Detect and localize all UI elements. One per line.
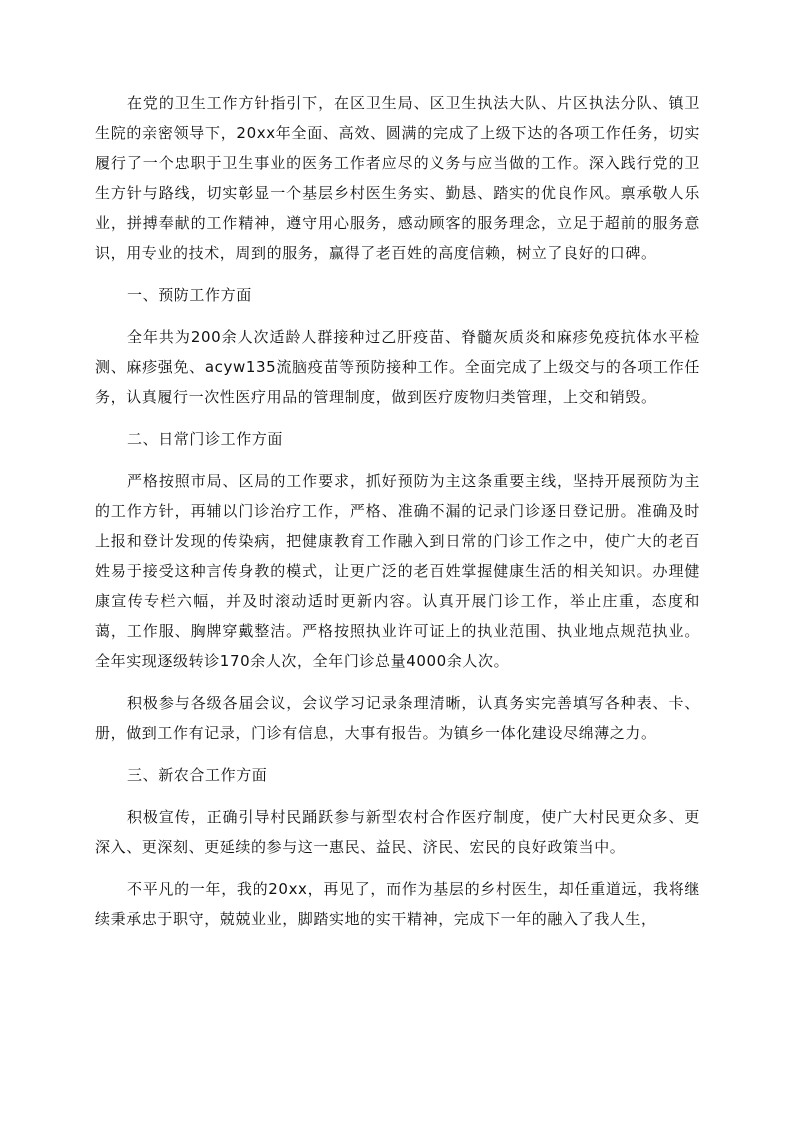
section-heading-prevention: 一、预防工作方面 [127, 286, 252, 304]
section-heading-outpatient: 二、日常门诊工作方面 [127, 430, 284, 448]
closing-paragraph: 不平凡的一年，我的20xx，再见了，而作为基层的乡村医生，却任重道远，我将继续秉承忠于职守，兢兢业业，脚踏实地的实干精神，完成下一年的融入了我人生， [95, 880, 700, 928]
intro-paragraph: 在党的卫生工作方针指引下，在区卫生局、区卫生执法大队、片区执法分队、镇卫生院的亲密领导下，20xx年全面、高效、圆满的完成了上级下达的各项工作任务，切实履行了一个忠职于卫生事业的医务工作者应尽的义务与应当做的工作。深入践行党的卫生方针与路线，切实彰显一个基层乡村医生务实、勤恳、踏实的优良作风。禀承敬人乐业，拼搏奉献的工作精神，遵守用心服务，感动顾客的服务理念，立足于超前的服务意识，用专业的技术，周到的服务，赢得了老百姓的高度信赖，树立了良好的口碑。 [95, 94, 700, 262]
outpatient-paragraph: 严格按照市局、区局的工作要求，抓好预防为主这条重要主线，坚持开展预防为主的工作方针，再辅以门诊治疗工作，严格、准确不漏的记录门诊逐日登记册。准确及时上报和登计发现的传染病，把健康教育工作融入到日常的门诊工作之中，使广大的老百姓易于接受这种言传身教的模式，让更广泛的老百姓掌握健康生活的相关知识。办理健康宣传专栏六幅，并及时滚动适时更新内容。认真开展门诊工作，举止庄重，态度和蔼，工作服、胸牌穿戴整洁。严格按照执业许可证上的执业范围、执业地点规范执业。全年实现逐级转诊170余人次，全年门诊总量4000余人次。 [95, 472, 700, 670]
meetings-paragraph: 积极参与各级各届会议，会议学习记录条理清晰，认真务实完善填写各种表、卡、册，做到工作有记录，门诊有信息，大事有报告。为镇乡一体化建设尽绵薄之力。 [95, 694, 700, 742]
prevention-paragraph: 全年共为200余人次适龄人群接种过乙肝疫苗、脊髓灰质炎和麻疹免疫抗体水平检测、麻疹强免、acyw135流脑疫苗等预防接种工作。全面完成了上级交与的各项工作任务，认真履行一次性医疗用品的管理制度，做到医疗废物归类管理，上交和销毁。 [95, 328, 700, 406]
document-body [95, 88, 700, 946]
rural-cooperative-paragraph: 积极宣传，正确引导村民踊跃参与新型农村合作医疗制度，使广大村民更众多、更深入、更深刻、更延续的参与这一惠民、益民、济民、宏民的良好政策当中。 [95, 808, 700, 856]
section-heading-rural-cooperative: 三、新农合工作方面 [127, 766, 268, 784]
